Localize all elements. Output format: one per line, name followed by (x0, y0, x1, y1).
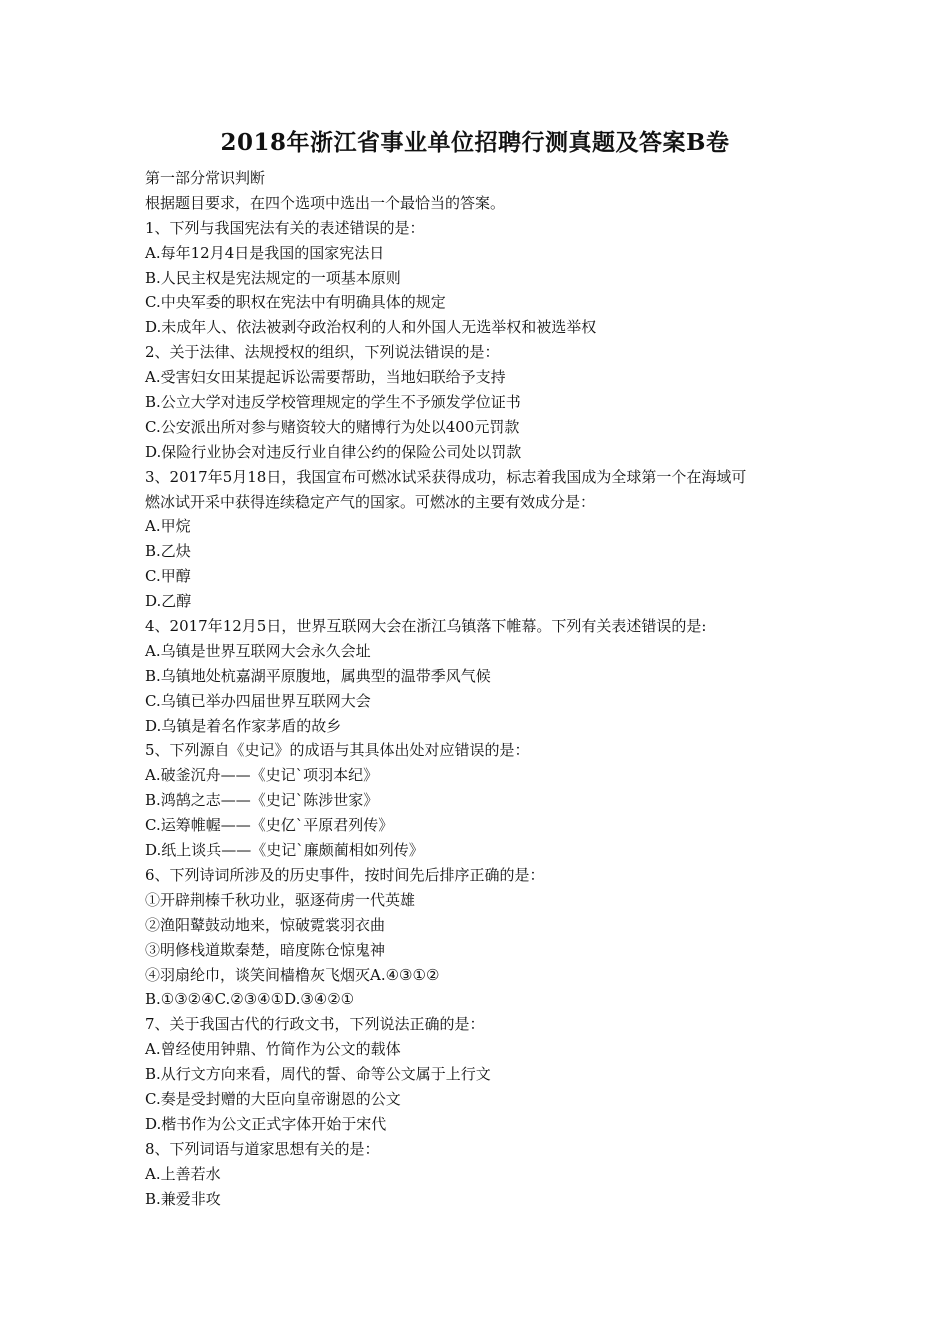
option-line: A.甲烷 (145, 517, 191, 536)
option-line: D.楷书作为公文正式字体开始于宋代 (145, 1114, 387, 1133)
document-body (145, 166, 835, 1211)
option-line: B.乙炔 (145, 542, 191, 561)
option-line: B.公立大学对违反学校管理规定的学生不予颁发学位证书 (145, 393, 521, 412)
section-heading: 第一部分常识判断 (145, 169, 266, 187)
option-line: B.兼爱非攻 (145, 1189, 221, 1208)
document-title: 2018年浙江省事业单位招聘行测真题及答案B卷 (220, 129, 730, 156)
option-line: A.受害妇女田某提起诉讼需要帮助，当地妇联给予支持 (145, 368, 506, 387)
option-line: B.人民主权是宪法规定的一项基本原则 (145, 268, 401, 287)
option-line: C.运筹帷幄——《史亿`平原君列传》 (145, 816, 394, 835)
question-4: 4、2017年12月5日，世界互联网大会在浙江乌镇落下帷幕。下列有关表述错误的是: (145, 617, 707, 636)
poem-line: ③明修栈道欺秦楚，暗度陈仓惊鬼神 (145, 940, 386, 959)
option-line: D.保险行业协会对违反行业自律公约的保险公司处以罚款 (145, 442, 522, 461)
option-line: A.破釜沉舟——《史记`项羽本纪》 (145, 766, 379, 785)
option-line: C.甲醇 (145, 567, 191, 586)
question-5: 5、下列源自《史记》的成语与其具体出处对应错误的是： (145, 741, 530, 760)
instruction-text: 根据题目要求，在四个选项中选出一个最恰当的答案。 (145, 193, 506, 212)
question-7: 7、关于我国古代的行政文书，下列说法正确的是： (145, 1015, 485, 1034)
poem-line: ②渔阳鼙鼓动地来，惊破霓裳羽衣曲 (145, 915, 386, 934)
option-line: D.纸上谈兵——《史记`廉颇蔺相如列传》 (145, 841, 424, 860)
option-line: A.每年12月4日是我国的国家宪法日 (145, 243, 385, 262)
question-3-continued: 燃冰试开采中获得连续稳定产气的国家。可燃冰的主要有效成分是： (145, 492, 596, 511)
poem-line: ④羽扇纶巾，谈笑间樯橹灰飞烟灭A.④③①② (145, 965, 440, 984)
option-line: C.公安派出所对参与赌资较大的赌博行为处以400元罚款 (145, 417, 520, 436)
question-3: 3、2017年5月18日，我国宣布可燃冰试采获得成功，标志着我国成为全球第一个在海域可 (145, 467, 747, 486)
option-line: B.乌镇地处杭嘉湖平原腹地，属典型的温带季风气候 (145, 666, 491, 685)
poem-line: ①开辟荆榛千秋功业，驱逐荷虏一代英雄 (145, 890, 416, 909)
option-line: C.中央军委的职权在宪法中有明确具体的规定 (145, 293, 446, 312)
question-6: 6、下列诗词所涉及的历史事件，按时间先后排序正确的是： (145, 865, 545, 884)
option-line: A.曾经使用钟鼎、竹简作为公文的载体 (145, 1040, 401, 1059)
option-line: A.上善若水 (145, 1164, 221, 1183)
option-line: B.从行文方向来看，周代的誓、命等公文属于上行文 (145, 1065, 491, 1084)
option-line: D.乙醇 (145, 592, 192, 611)
option-line: B.①③②④C.②③④①D.③④②① (145, 990, 355, 1009)
option-line: D.乌镇是着名作家茅盾的故乡 (145, 716, 342, 735)
question-2: 2、关于法律、法规授权的组织，下列说法错误的是： (145, 343, 500, 362)
option-line: A.乌镇是世界互联网大会永久会址 (145, 641, 371, 660)
option-line: C.乌镇已举办四届世界互联网大会 (145, 691, 371, 710)
option-line: C.奏是受封赠的大臣向皇帝谢恩的公文 (145, 1089, 401, 1108)
question-8: 8、下列词语与道家思想有关的是： (145, 1139, 380, 1158)
question-1: 1、下列与我国宪法有关的表述错误的是： (145, 218, 425, 237)
option-line: B.鸿鹄之志——《史记`陈涉世家》 (145, 791, 379, 810)
option-line: D.未成年人、依法被剥夺政治权利的人和外国人无选举权和被选举权 (145, 318, 597, 337)
